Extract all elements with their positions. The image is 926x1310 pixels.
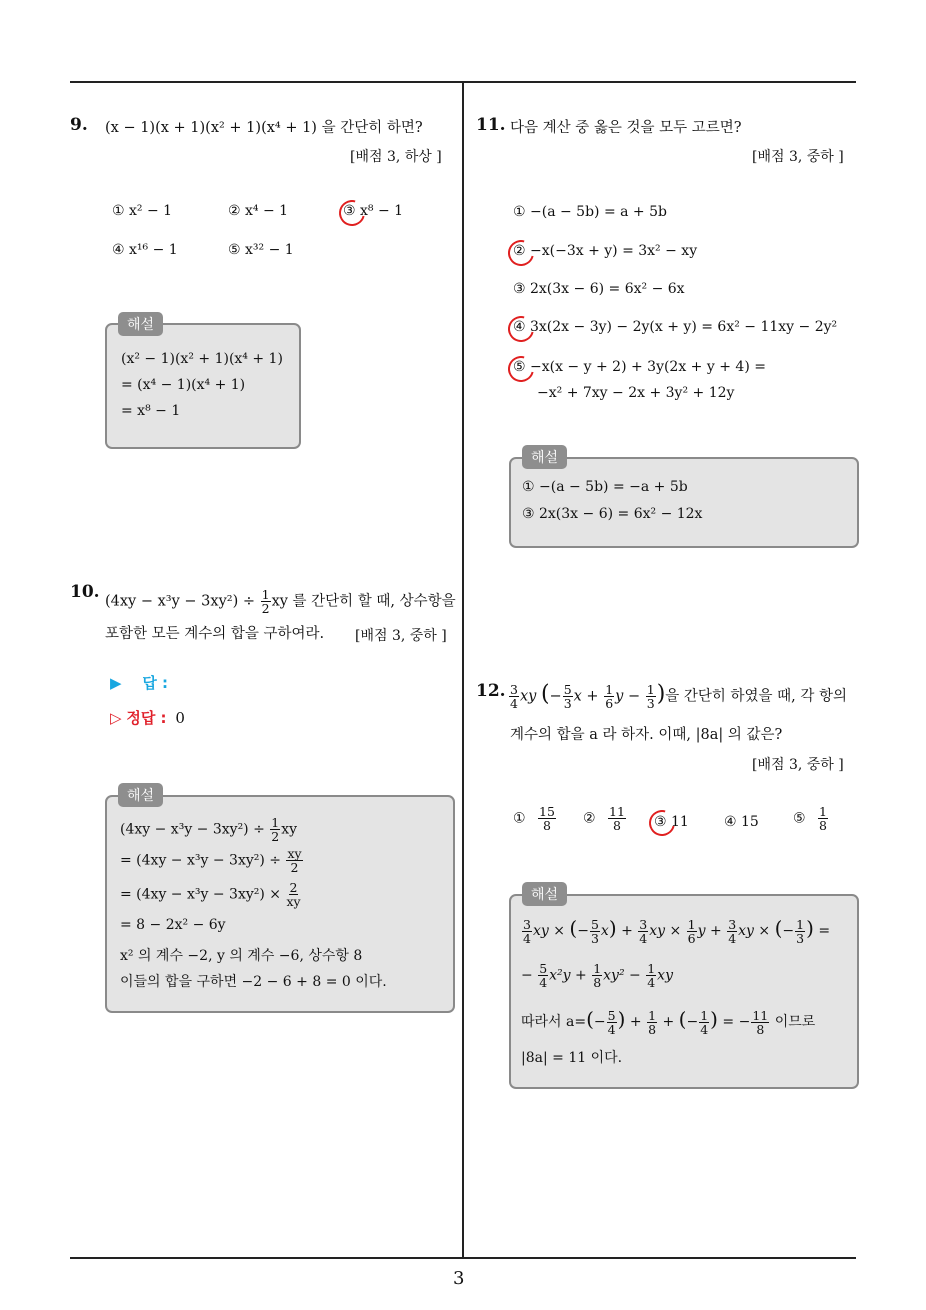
q12-option-2[interactable]: ② $\frac{11}{8}$ [583,804,625,833]
q11-explain-line: ① −(a − 5b) = −a + 5b [522,479,688,495]
q11-question: 다음 계산 중 옳은 것을 모두 고르면? [510,120,742,136]
q11-option-2[interactable]: ② −x(−3x + y) = 3x² − xy [513,243,698,259]
q10-answer-row [110,672,168,693]
q11-answer-circle [503,235,539,271]
q12-question-line1: $\frac{3}{4}$ xy (− $\frac{5}{3}$ x + $\frac{1}{6}$ y − $\frac{1}{3}$ )을 간단히 하였을 때, 각 항의 [510,681,848,711]
q9-explain-line: = (x⁴ − 1)(x⁴ + 1) [121,377,246,393]
q12-score: [배점 3, 중하 ] [752,757,844,773]
q11-option-5[interactable]: ⑤ −x(x − y + 2) + 3y(2x + y + 4) = [513,359,766,375]
q10-answer-label: 답 : [142,674,169,692]
q11-explain-line: ③ 2x(3x − 6) = 6x² − 12x [522,506,703,522]
q9-number: 9. [70,115,88,135]
bottom-rule [70,1257,856,1259]
q9-explain-line: (x² − 1)(x² + 1)(x⁴ + 1) [121,351,283,367]
q10-explain-tag: 해설 [118,783,163,807]
q10-explain-line: 이들의 합을 구하면 −2 − 6 + 8 = 0 이다. [120,974,387,990]
q9-score: [배점 3, 하상 ] [350,149,442,165]
q11-option-3[interactable]: ③ 2x(3x − 6) = 6x² − 6x [513,281,685,297]
q12-option-1[interactable]: ① $\frac{15}{8}$ [513,804,555,833]
q9-question: (x − 1)(x + 1)(x² + 1)(x⁴ + 1) 을 간단히 하면? [105,120,423,136]
q12-question-line2: 계수의 합을 a 라 하자. 이때, |8a| 의 값은? [510,727,783,743]
q9-answer-circle [334,195,370,231]
q12-explain-line: − $\frac{5}{4}$ x²y + $\frac{1}{8}$ xy² − $\frac{1}{4}$ xy [521,961,673,990]
q10-explain-line: = (4xy − x³y − 3xy²) × $\frac{2}{xy}$ [120,880,301,909]
q12-explain-line: $\frac{3}{4}$ xy × (− $\frac{5}{3}$ x) + $\frac{3}{4}$ xy × $\frac{1}{6}$ y + $\frac{3}{4}$ xy × (− $\frac{1}{3}$ ) = [523,916,831,946]
q10-question-line2: 포함한 모든 계수의 합을 구하여라. [105,626,325,642]
q12-option-5[interactable]: ⑤ $\frac{1}{8}$ [793,804,827,833]
q9-option-4[interactable]: ④ x¹⁶ − 1 [112,242,178,258]
q10-number: 10. [70,582,100,602]
play-icon: ▶ [110,674,122,692]
q9-option-5[interactable]: ⑤ x³² − 1 [228,242,294,258]
q9-option-1[interactable]: ① x² − 1 [112,203,173,219]
q11-answer-circle [503,311,539,347]
q9-explain-tag: 해설 [118,312,163,336]
q10-score: [배점 3, 중하 ] [355,628,447,644]
q10-explain-line: (4xy − x³y − 3xy²) ÷ $\frac{1}{2}$ xy [120,815,298,844]
q11-explain-tag: 해설 [522,445,567,469]
q12-explain-tag: 해설 [522,882,567,906]
q12-option-4[interactable]: ④ 15 [724,814,759,830]
q11-number: 11. [476,115,506,135]
q9-option-2[interactable]: ② x⁴ − 1 [228,203,289,219]
q10-explain-line: x² 의 계수 −2, y 의 계수 −6, 상수항 8 [120,948,363,964]
q10-correct-row [110,707,185,728]
q12-answer-circle [644,805,680,841]
q12-option-3[interactable]: ③ 11 [654,814,689,830]
q10-explain-line: = (4xy − x³y − 3xy²) ÷ $\frac{xy}{2}$ [120,846,302,875]
q11-option-4[interactable]: ④ 3x(2x − 3y) − 2y(x + y) = 6x² − 11xy − 2y² [513,319,838,335]
q10-question-frac: $\frac{1}{2}$ [261,587,270,616]
q9-explain-line: = x⁸ − 1 [121,403,181,419]
q10-question-line1 [105,588,456,615]
q12-explain-line: |8a| = 11 이다. [521,1050,623,1066]
page-number: 3 [453,1268,465,1289]
q10-question-pre: (4xy − x³y − 3xy²) ÷ [105,593,260,610]
q12-question-post: 을 간단히 하였을 때, 각 항의 [665,688,848,705]
q11-option-5-cont: −x² + 7xy − 2x + 3y² + 12y [537,385,735,401]
q12-explain-line: 따라서 a=(− $\frac{5}{4}$ ) + $\frac{1}{8}$ + (− $\frac{1}{4}$ ) = − $\frac{11}{8}$ 이므로 [521,1007,816,1037]
column-divider [462,82,464,1258]
q10-question-post: xy 를 간단히 할 때, 상수항을 [271,593,456,610]
q10-correct-label: 정답 : [126,709,167,727]
q9-option-3[interactable]: ③ x⁸ − 1 [343,203,404,219]
q12-number: 12. [476,681,506,701]
q11-option-1[interactable]: ① −(a − 5b) = a + 5b [513,204,667,220]
q10-explain-line: = 8 − 2x² − 6y [120,917,226,933]
q10-correct-value: 0 [175,709,185,727]
q11-answer-circle [503,351,539,387]
q11-score: [배점 3, 중하 ] [752,149,844,165]
q11-explain-box [509,457,859,548]
outline-play-icon: ▷ [110,709,122,727]
